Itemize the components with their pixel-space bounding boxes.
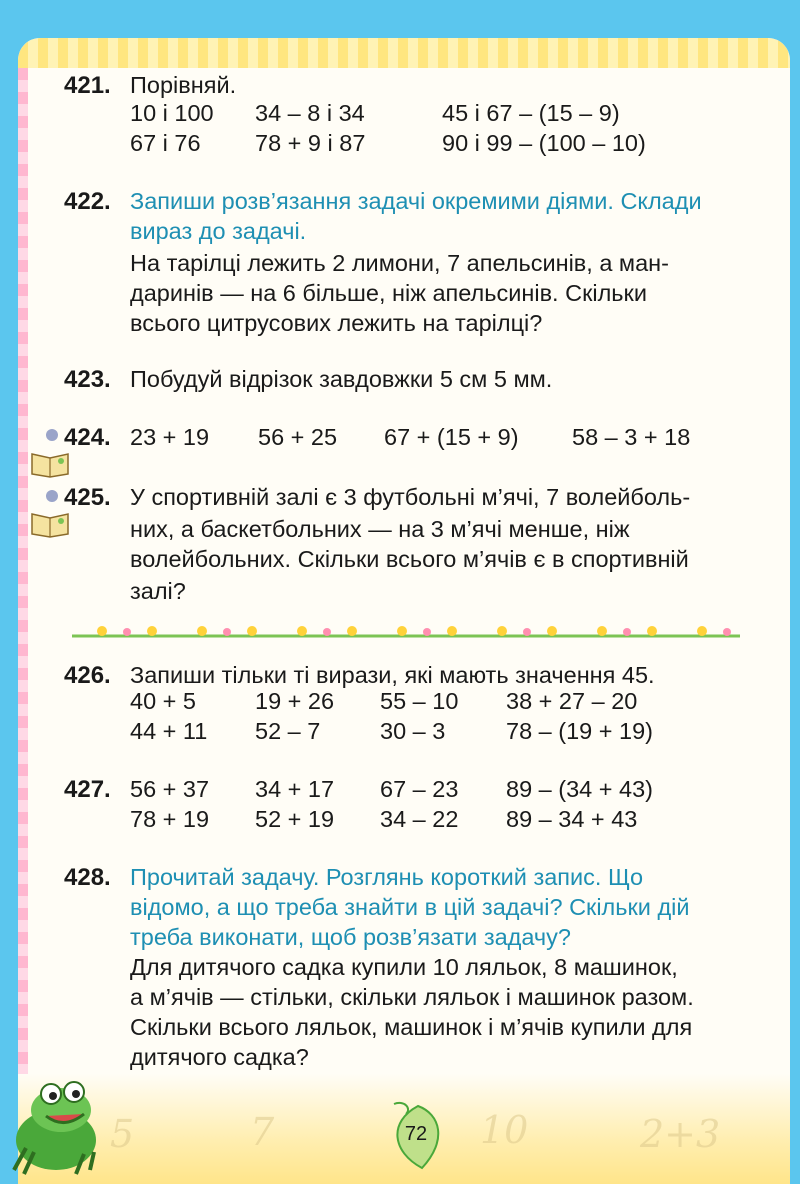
- expression: 44 + 11: [130, 718, 208, 744]
- task-text-line: Скільки всього ляльок, машинок і м’ячів купили для: [130, 1014, 693, 1040]
- task-text-line: а м’ячів — стільки, скільки ляльок і машинок разом.: [130, 984, 694, 1010]
- expression: 34 + 17: [255, 776, 335, 802]
- task-instruction: треба виконати, щоб розв’язати задачу?: [130, 924, 571, 950]
- expression: 34 – 8 і 34: [255, 100, 365, 126]
- expression: 67 – 23: [380, 776, 459, 802]
- expression: 34 – 22: [380, 806, 459, 832]
- task-text-line: всього цитрусових лежить на тарілці?: [130, 310, 543, 336]
- expression: 19 + 26: [255, 688, 335, 714]
- expression: 52 + 19: [255, 806, 335, 832]
- expression: 78 – (19 + 19): [506, 718, 653, 744]
- expression: 78 + 19: [130, 806, 210, 832]
- expression: 90 і 99 – (100 – 10): [442, 130, 646, 156]
- task-text-line: На тарілці лежить 2 лимони, 7 апельсинів, а ман-: [130, 250, 669, 276]
- task-text-line: дитячого садка?: [130, 1044, 309, 1070]
- task-text-line: волейбольних. Скільки всього м’ячів є в спортивній: [130, 546, 689, 572]
- expression: 89 – 34 + 43: [506, 806, 638, 832]
- task-text: Побудуй відрізок завдовжки 5 см 5 мм.: [130, 366, 553, 392]
- task-number: 424.: [64, 424, 111, 451]
- expression: 40 + 5: [130, 688, 196, 714]
- expression: 58 – 3 + 18: [572, 424, 691, 450]
- task-instruction: вираз до задачі.: [130, 218, 307, 244]
- expression: 56 + 37: [130, 776, 210, 802]
- task-number: 426.: [64, 662, 111, 689]
- task-prompt: Порівняй.: [130, 72, 237, 98]
- task-text-line: У спортивній залі є 3 футбольні м’ячі, 7 волейболь-: [130, 484, 691, 510]
- task-prompt: Запиши тільки ті вирази, які мають значення 45.: [130, 662, 655, 688]
- pencil-icon: [44, 488, 60, 504]
- flower-divider: [72, 622, 740, 642]
- expression: 67 + (15 + 9): [384, 424, 519, 450]
- expression: 56 + 25: [258, 424, 338, 450]
- expression: 78 + 9 і 87: [255, 130, 366, 156]
- task-text-line: даринів — на 6 більше, ніж апельсинів. Скільки: [130, 280, 647, 306]
- decor-digit: 10: [480, 1108, 529, 1152]
- expression: 55 – 10: [380, 688, 459, 714]
- frog-illustration: [6, 1070, 116, 1180]
- task-number: 422.: [64, 188, 111, 215]
- book-icon: [30, 448, 70, 478]
- expression: 52 – 7: [255, 718, 321, 744]
- expression: 30 – 3: [380, 718, 446, 744]
- pencil-icon: [44, 427, 60, 443]
- decor-digit: 2+3: [640, 1112, 721, 1156]
- expression: 38 + 27 – 20: [506, 688, 638, 714]
- task-text-line: них, а баскетбольних — на 3 м’ячі менше, ніж: [130, 516, 630, 542]
- task-instruction: Прочитай задачу. Розглянь короткий запис. Що: [130, 864, 644, 890]
- task-number: 428.: [64, 864, 111, 891]
- decor-digit: 7: [250, 1110, 275, 1154]
- task-number: 427.: [64, 776, 111, 803]
- task-number: 423.: [64, 366, 111, 393]
- book-icon: [30, 508, 70, 538]
- page-left-border: [18, 68, 28, 1168]
- expression: 10 і 100: [130, 100, 214, 126]
- task-number: 425.: [64, 484, 111, 511]
- expression: 23 + 19: [130, 424, 210, 450]
- expression: 89 – (34 + 43): [506, 776, 653, 802]
- page-number: 72: [404, 1123, 428, 1145]
- task-text-line: залі?: [130, 578, 186, 604]
- decor-digit: 5: [110, 1112, 135, 1156]
- task-number: 421.: [64, 72, 111, 99]
- task-text-line: Для дитячого садка купили 10 ляльок, 8 машинок,: [130, 954, 678, 980]
- task-instruction: Запиши розв’язання задачі окремими діями. Склади: [130, 188, 702, 214]
- expression: 67 і 76: [130, 130, 201, 156]
- task-instruction: відомо, а що треба знайти в цій задачі? Скільки дій: [130, 894, 690, 920]
- expression: 45 і 67 – (15 – 9): [442, 100, 620, 126]
